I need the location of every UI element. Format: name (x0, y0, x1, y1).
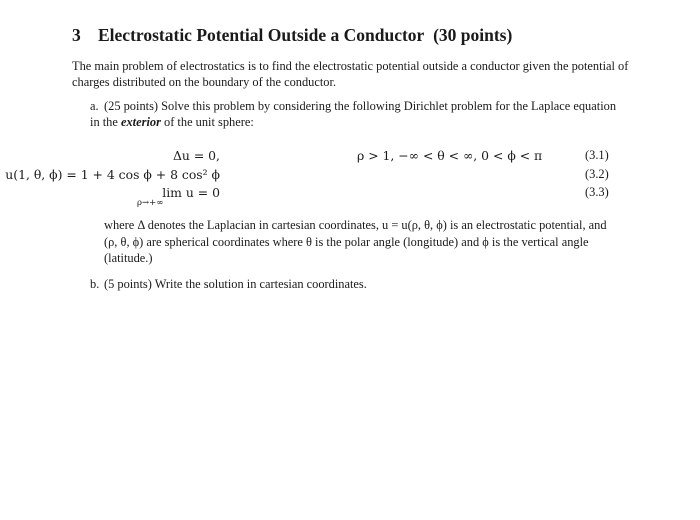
part-b-label: b. (90, 277, 100, 291)
section-number: 3 (72, 25, 81, 45)
part-b (90, 276, 620, 292)
equation-3-3: lim u = 0 (162, 185, 220, 200)
equation-number-3-1: (3.1) (585, 148, 609, 162)
section-heading (72, 25, 512, 46)
part-b-text: (5 points) Write the solution in cartesian coordinates. (104, 277, 367, 291)
limit-subscript: ρ→+∞ (137, 198, 164, 208)
equation-3-2: u(1, θ, ϕ) = 1 + 4 cos ϕ + 8 cos² ϕ (5, 167, 220, 182)
part-a-text: (25 points) Solve this problem by considering the following Dirichlet problem for the Laplace equation in the (90, 99, 617, 129)
section-points: (30 points) (433, 25, 513, 45)
part-a-emphasis: exterior (120, 115, 161, 129)
equation-3-1: Δu = 0, (172, 148, 220, 163)
part-a-label: a. (90, 99, 99, 113)
section-title: Electrostatic Potential Outside a Conductor (98, 25, 425, 45)
equation-conditions: ρ > 1, −∞ < θ < ∞, 0 < ϕ < π (357, 148, 543, 163)
part-a (90, 98, 620, 130)
part-a-text-after: of the unit sphere: (164, 115, 254, 129)
where-paragraph: where Δ denotes the Laplacian in cartesian coordinates, u = u(ρ, θ, ϕ) is an electrostatic potential, and (ρ, θ, ϕ) are spherical coordinates where θ is the polar angle (longitude) and ϕ is the vertical angle (latitude.) (104, 218, 607, 265)
equation-number-3-3: (3.3) (585, 185, 609, 199)
intro-paragraph: The main problem of electrostatics is to find the electrostatic potential outside a conductor given the potential of charges distributed on the boundary of the conductor. (72, 59, 629, 89)
equation-number-3-2: (3.2) (585, 167, 609, 181)
